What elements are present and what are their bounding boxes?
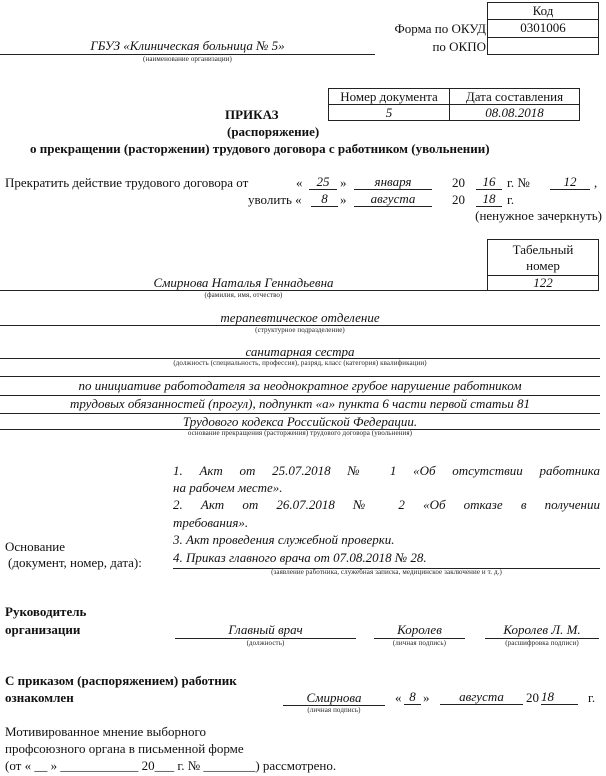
tabel-label-1: Табельный xyxy=(512,242,574,257)
contract-month-field: января xyxy=(354,174,432,190)
code-header-cell: Код xyxy=(487,2,599,20)
grounds-line-2: трудовых обязанностей (прогул), подпункт «а» пункта 6 части первой статьи 81 xyxy=(69,396,531,411)
okud-label: Форма по ОКУД xyxy=(394,21,486,36)
grounds-line-3: Трудового кодекса Российской Федерации. xyxy=(182,414,418,429)
ack-day-field: 8 xyxy=(404,689,421,705)
tabel-value: 122 xyxy=(487,275,599,291)
organization-caption: (наименование организации) xyxy=(143,55,232,63)
basis-item-3: 3. Акт проведения служебной проверки. xyxy=(173,532,395,547)
contract-number-field: 12 xyxy=(550,174,590,190)
ack-signature-field[interactable] xyxy=(283,690,385,714)
basis-caption: (заявление работника, служебная записка, медицинское заключение и т. д.) xyxy=(271,568,502,576)
ack-year-suffix: г. xyxy=(588,690,596,705)
head-decoding-value: Королев Л. М. xyxy=(503,622,581,637)
head-signature-value: Королев xyxy=(397,622,442,637)
terminate-label: Прекратить действие трудового договора от xyxy=(5,175,249,190)
full-name-value: Смирнова Наталья Геннадьевна xyxy=(153,275,334,290)
order-subject: о прекращении (расторжении) трудового договора с работником (увольнении) xyxy=(30,141,490,156)
ack-year-prefix: 20 xyxy=(526,690,539,705)
full-name-field xyxy=(0,275,487,299)
strike-note: (ненужное зачеркнуть) xyxy=(475,208,602,223)
doc-number-header: Номер документа xyxy=(328,88,450,105)
order-title: ПРИКАЗ xyxy=(225,107,279,122)
basis-label-2: (документ, номер, дата): xyxy=(8,555,142,570)
ack-signature-value: Смирнова xyxy=(306,690,362,705)
basis-item-1-cont: на рабочем месте». xyxy=(173,480,283,495)
year-prefix: 20 xyxy=(452,175,465,190)
head-decoding-caption: (расшифровка подписи) xyxy=(505,639,579,647)
ack-open-quote: « xyxy=(395,690,402,705)
ack-close-quote: » xyxy=(423,690,430,705)
ack-month-field: августа xyxy=(440,689,523,705)
comma: , xyxy=(594,175,598,190)
head-signature-caption: (личная подпись) xyxy=(392,639,447,647)
grounds-caption: основание прекращения (расторжения) трудового договора (увольнения) xyxy=(187,429,413,437)
basis-label-1: Основание xyxy=(5,539,66,554)
tabel-header xyxy=(487,239,599,276)
close-quote: » xyxy=(340,175,347,190)
dismiss-year-field: 18 xyxy=(476,191,502,207)
organization-name: ГБУЗ «Клиническая больница № 5» xyxy=(90,38,285,53)
organization-field xyxy=(0,38,375,63)
basis-item-4: 4. Приказ главного врача от 07.08.2018 № 28. xyxy=(173,550,427,565)
union-line-3: (от « __ » ____________ 20___ г. № ________) рассмотрено. xyxy=(5,758,337,773)
basis-documents xyxy=(173,461,600,566)
basis-item-1: 1. Акт от 25.07.2018 № 1 «Об отсутствии работника xyxy=(173,463,600,478)
contract-day-field: 25 xyxy=(309,174,337,190)
head-label-1: Руководитель xyxy=(5,604,87,619)
okud-value-cell: 0301006 xyxy=(487,19,599,38)
union-line-2: профсоюзного органа в письменной форме xyxy=(5,741,244,756)
position-field xyxy=(0,344,600,367)
ack-label-2: ознакомлен xyxy=(5,690,74,705)
year-prefix-2: 20 xyxy=(452,192,465,207)
grounds-line-1: по инициативе работодателя за неоднократное грубое нарушение работником xyxy=(78,378,522,393)
dismiss-month-field: августа xyxy=(354,191,432,207)
open-quote: « xyxy=(296,175,303,190)
department-caption: (структурное подразделение) xyxy=(255,326,345,334)
okpo-value-cell xyxy=(487,37,599,55)
head-position-value: Главный врач xyxy=(228,622,303,637)
tabel-label-2: номер xyxy=(526,258,560,273)
year-suffix: г. xyxy=(507,192,515,207)
number-label: г. № xyxy=(507,175,530,190)
ack-year-field: 18 xyxy=(541,689,578,705)
position-value: санитарная сестра xyxy=(245,344,355,359)
doc-date-value: 08.08.2018 xyxy=(449,104,580,121)
full-name-caption: (фамилия, имя, отчество) xyxy=(204,291,283,299)
dismiss-label: уволить « xyxy=(248,192,302,207)
order-subtitle: (распоряжение) xyxy=(227,124,320,139)
doc-date-header: Дата составления xyxy=(449,88,580,105)
head-position-caption: (должность) xyxy=(246,639,285,647)
head-position-field xyxy=(175,622,356,647)
head-signature-field[interactable] xyxy=(374,622,465,647)
department-field xyxy=(0,310,600,334)
head-label-2: организации xyxy=(5,622,81,637)
ack-signature-caption: (личная подпись) xyxy=(307,706,361,714)
union-line-1: Мотивированное мнение выборного xyxy=(5,724,206,739)
dismiss-day-field: 8 xyxy=(311,191,338,207)
position-caption: (должность (специальность, профессия), разряд, класс (категория) квалификации) xyxy=(173,359,427,367)
okpo-label: по ОКПО xyxy=(432,39,486,54)
contract-year-field: 16 xyxy=(476,174,502,190)
ack-label-1: С приказом (распоряжением) работник xyxy=(5,673,237,688)
basis-item-2: 2. Акт от 26.07.2018 № 2 «Об отказе в получении xyxy=(173,497,600,512)
doc-number-value: 5 xyxy=(328,104,450,121)
head-decoding-field xyxy=(485,622,599,647)
close-quote-2: » xyxy=(340,192,347,207)
department-value: терапевтическое отделение xyxy=(220,310,380,325)
basis-item-2-cont: требования». xyxy=(173,515,249,530)
